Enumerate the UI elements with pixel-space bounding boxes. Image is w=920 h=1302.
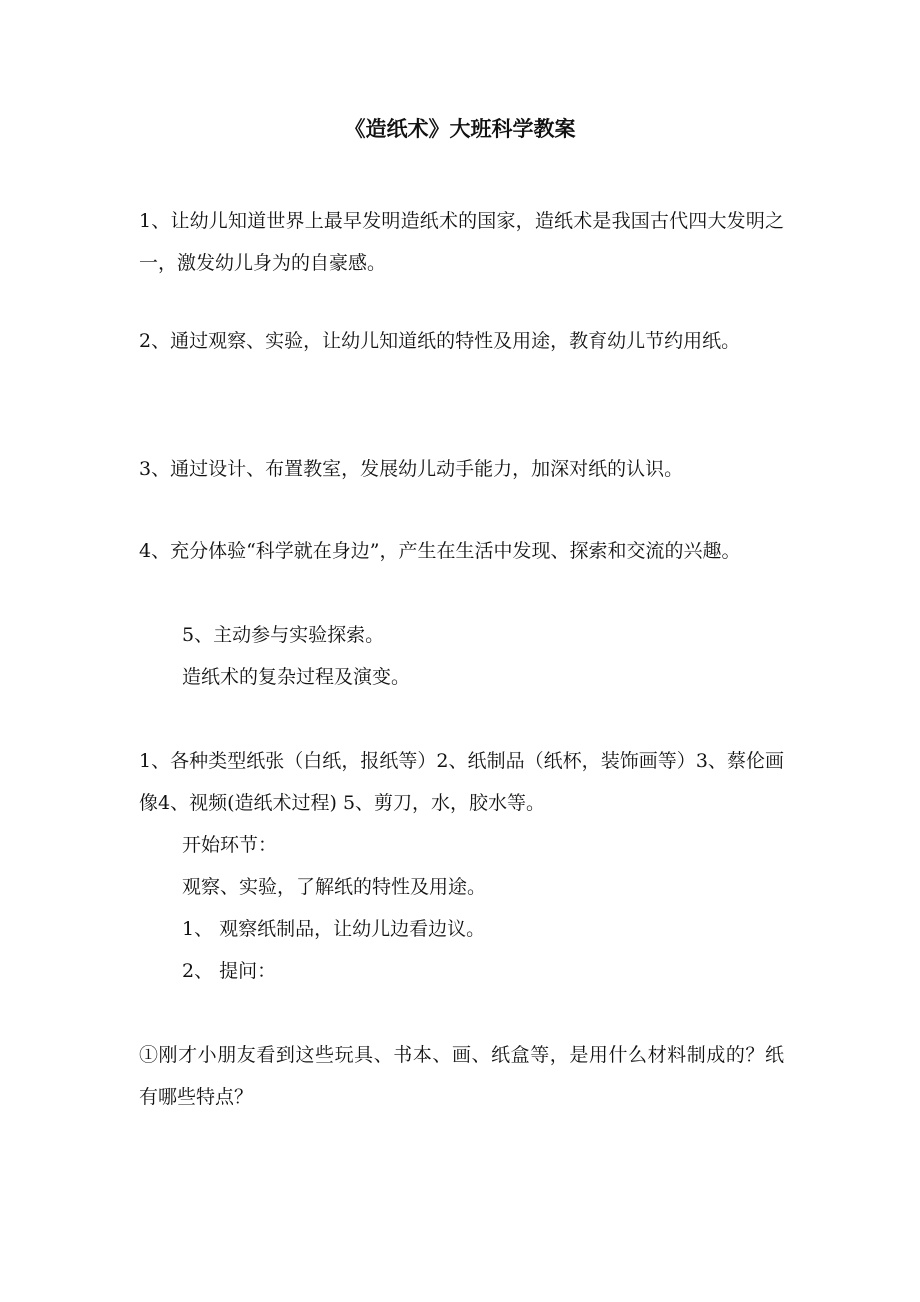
process-step-2: 2、 提问： xyxy=(182,960,277,982)
page-title: 《造纸术》大班科学教案 xyxy=(344,116,576,141)
process-observe: 观察、实验，了解纸的特性及用途。 xyxy=(182,876,487,898)
process-start: 开始环节： xyxy=(182,834,278,856)
goal-paragraph-5: 5、主动参与实验探索。 xyxy=(182,624,385,646)
goal-paragraph-2: 2、通过观察、实验，让幼儿知道纸的特性及用途，教育幼儿节约用纸。 xyxy=(139,330,741,352)
difficulty-text: 造纸术的复杂过程及演变。 xyxy=(182,666,411,688)
materials-paragraph: 1、各种类型纸张（白纸，报纸等）2、纸制品（纸杯，装饰画等）3、蔡伦画像4、视频(造纸术过程) 5、剪刀，水，胶水等。 xyxy=(139,750,784,814)
question-paragraph-1: ①刚才小朋友看到这些玩具、书本、画、纸盒等，是用什么材料制成的？纸有哪些特点？ xyxy=(139,1044,784,1108)
process-step-1: 1、 观察纸制品，让幼儿边看边议。 xyxy=(182,918,486,940)
goal-paragraph-1: 1、让幼儿知道世界上最早发明造纸术的国家，造纸术是我国古代四大发明之一，激发幼儿身为的自豪感。 xyxy=(139,210,784,274)
goal-paragraph-4: 4、充分体验“科学就在身边”，产生在生活中发现、探索和交流的兴趣。 xyxy=(139,540,741,562)
goal-paragraph-3: 3、通过设计、布置教室，发展幼儿动手能力，加深对纸的认识。 xyxy=(139,458,684,480)
